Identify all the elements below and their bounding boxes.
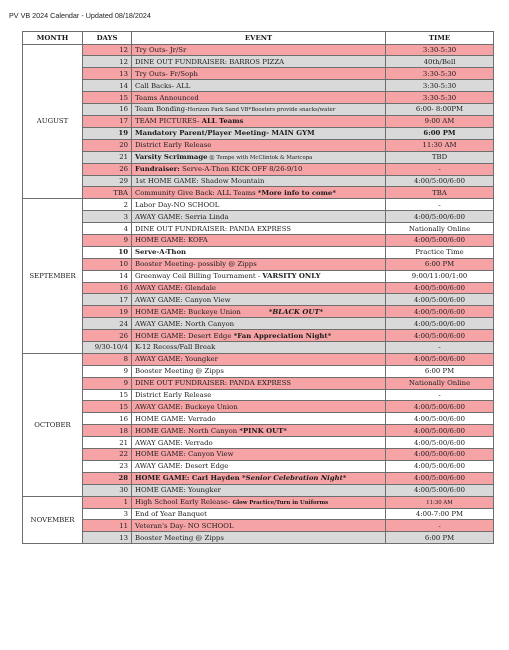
event-cell: Teams Announced	[132, 92, 386, 104]
table-row	[23, 532, 494, 544]
table-row	[23, 365, 494, 377]
event-cell	[132, 496, 386, 508]
event-cell: AWAY GAME: Verrado	[132, 437, 386, 449]
event-cell	[132, 330, 386, 342]
day-cell: 13	[83, 532, 132, 544]
table-row	[23, 437, 494, 449]
time-text: 11:30 AM	[426, 499, 453, 506]
table-row	[23, 520, 494, 532]
day-cell: 30	[83, 484, 132, 496]
event-emphasis: *BLACK OUT*	[268, 307, 324, 316]
header-time: TIME	[386, 32, 494, 45]
event-cell: End of Year Banquet	[132, 508, 386, 520]
table-row	[23, 223, 494, 235]
day-cell: 12	[83, 56, 132, 68]
time-cell: 40th/Bell	[386, 56, 494, 68]
day-cell: 19	[83, 306, 132, 318]
table-row	[23, 294, 494, 306]
table-row	[23, 270, 494, 282]
day-cell: 11	[83, 520, 132, 532]
table-row	[23, 163, 494, 175]
table-row	[23, 377, 494, 389]
table-row	[23, 318, 494, 330]
event-emphasis: VARSITY ONLY	[262, 272, 321, 281]
day-cell: 3	[83, 211, 132, 223]
table-row	[23, 115, 494, 127]
time-cell: 4:00/5:00/6:00	[386, 175, 494, 187]
event-cell	[132, 115, 386, 127]
day-cell: 15	[83, 92, 132, 104]
event-cell: Veteran's Day- NO SCHOOL	[132, 520, 386, 532]
day-cell: 22	[83, 449, 132, 461]
event-cell: HOME GAME: Canyon View	[132, 449, 386, 461]
event-emphasis: *More info to come*	[257, 188, 336, 197]
event-cell: District Early Release	[132, 389, 386, 401]
event-cell: AWAY GAME: Youngker	[132, 353, 386, 365]
table-row	[23, 103, 494, 115]
month-september: SEPTEMBER	[23, 199, 83, 354]
time-cell: 3:30-5:30	[386, 68, 494, 80]
time-cell: 4:00/5:00/6:00	[386, 401, 494, 413]
time-cell	[386, 496, 494, 508]
table-row	[23, 127, 494, 139]
event-cell: DINE OUT FUNDRAISER: PANDA EXPRESS	[132, 377, 386, 389]
table-row	[23, 413, 494, 425]
day-cell: 4	[83, 223, 132, 235]
day-cell: 9/30-10/4	[83, 341, 132, 353]
event-cell: HOME GAME: Youngker	[132, 484, 386, 496]
day-cell: 14	[83, 270, 132, 282]
time-cell: 4:00/5:00/6:00	[386, 449, 494, 461]
day-cell: 9	[83, 377, 132, 389]
event-cell: AWAY GAME: Glendale	[132, 282, 386, 294]
header-row	[23, 32, 494, 45]
time-cell: -	[386, 163, 494, 175]
table-row	[23, 484, 494, 496]
event-text: High School Early Release-	[135, 497, 233, 506]
table-row	[23, 187, 494, 199]
event-text: HOME GAME: Desert Edge	[135, 331, 234, 340]
day-cell: 21	[83, 437, 132, 449]
day-cell: 26	[83, 163, 132, 175]
time-cell: 4:00/5:00/6:00	[386, 437, 494, 449]
day-cell: TBA	[83, 187, 132, 199]
day-cell: 19	[83, 127, 132, 139]
day-cell: 8	[83, 353, 132, 365]
day-cell: 26	[83, 330, 132, 342]
day-cell: 1	[83, 496, 132, 508]
time-cell: 9:00 AM	[386, 115, 494, 127]
day-cell: 29	[83, 175, 132, 187]
day-cell: 10	[83, 258, 132, 270]
time-cell: 3:30-5:30	[386, 92, 494, 104]
event-cell: AWAY GAME: Canyon View	[132, 294, 386, 306]
time-cell: 9:00/11:00/1:00	[386, 270, 494, 282]
day-cell: 3	[83, 508, 132, 520]
table-row	[23, 425, 494, 437]
day-cell: 16	[83, 413, 132, 425]
event-cell: Try Outs- Fr/Soph	[132, 68, 386, 80]
event-cell: HOME GAME: KOFA	[132, 234, 386, 246]
table-row	[23, 508, 494, 520]
day-cell: 15	[83, 401, 132, 413]
time-cell: 4:00/5:00/6:00	[386, 413, 494, 425]
event-cell: Try Outs- Jr/Sr	[132, 44, 386, 56]
time-cell: 3:30-5:30	[386, 44, 494, 56]
table-row	[23, 353, 494, 365]
event-cell: AWAY GAME: Desert Edge	[132, 460, 386, 472]
time-cell: 6:00 PM	[386, 127, 494, 139]
document-title: PV VB 2024 Calendar - Updated 08/18/2024	[9, 11, 151, 20]
time-cell: TBD	[386, 151, 494, 163]
time-cell: -	[386, 341, 494, 353]
month-august: AUGUST	[23, 44, 83, 199]
month-october: OCTOBER	[23, 353, 83, 496]
table-row	[23, 496, 494, 508]
day-cell: 9	[83, 365, 132, 377]
event-cell: AWAY GAME: Buckeye Union	[132, 401, 386, 413]
time-cell: Practice Time	[386, 246, 494, 258]
table-row	[23, 389, 494, 401]
time-cell: 11:30 AM	[386, 139, 494, 151]
event-cell	[132, 187, 386, 199]
event-cell: Serve-A-Thon	[132, 246, 386, 258]
event-cell: Booster Meeting @ Zipps	[132, 532, 386, 544]
event-cell: AWAY GAME: Serria Linda	[132, 211, 386, 223]
time-cell: 4:00/5:00/6:00	[386, 294, 494, 306]
time-cell: 4:00/5:00/6:00	[386, 282, 494, 294]
table-row	[23, 56, 494, 68]
event-cell	[132, 163, 386, 175]
event-cell	[132, 425, 386, 437]
event-cell	[132, 306, 386, 318]
table-row	[23, 472, 494, 484]
event-cell: DINE OUT FUNDRAISER: PANDA EXPRESS	[132, 223, 386, 235]
header-days: DAYS	[83, 32, 132, 45]
day-cell: 16	[83, 103, 132, 115]
time-cell: -	[386, 389, 494, 401]
table-row	[23, 139, 494, 151]
day-cell: 23	[83, 460, 132, 472]
event-emphasis: Varsity Scrimmage	[135, 152, 208, 161]
day-cell: 2	[83, 199, 132, 211]
time-cell: TBA	[386, 187, 494, 199]
event-cell	[132, 151, 386, 163]
table-row	[23, 199, 494, 211]
event-cell: AWAY GAME: North Canyon	[132, 318, 386, 330]
event-cell: HOME GAME: Verrado	[132, 413, 386, 425]
event-emphasis: Fundraiser:	[135, 165, 180, 174]
table-row	[23, 282, 494, 294]
event-text: Serve-A-Thon KICK OFF 8/26-9/10	[179, 165, 303, 174]
event-cell	[132, 270, 386, 282]
event-cell: 1st HOME GAME: Shadow Mountain	[132, 175, 386, 187]
time-cell: 4:00/5:00/6:00	[386, 353, 494, 365]
event-cell: District Early Release	[132, 139, 386, 151]
time-cell: 4:00/5:00/6:00	[386, 484, 494, 496]
table-row	[23, 330, 494, 342]
event-note: @ Tempe with McClintok & Maricopa	[207, 154, 313, 161]
event-text: TEAM PICTURES-	[135, 117, 202, 126]
time-cell: 4:00-7:00 PM	[386, 508, 494, 520]
day-cell: 17	[83, 115, 132, 127]
day-cell: 10	[83, 246, 132, 258]
table-row	[23, 246, 494, 258]
day-cell: 28	[83, 472, 132, 484]
event-cell: Mandatory Parent/Player Meeting- MAIN GYM	[132, 127, 386, 139]
day-cell: 24	[83, 318, 132, 330]
event-emphasis: *PINK OUT*	[239, 426, 287, 435]
time-cell: 6:00 PM	[386, 532, 494, 544]
time-cell: 4:00/5:00/6:00	[386, 234, 494, 246]
time-cell: Nationally Online	[386, 377, 494, 389]
day-cell: 15	[83, 389, 132, 401]
table-row	[23, 92, 494, 104]
event-cell: Call Backs- ALL	[132, 80, 386, 92]
time-cell: 3:30-5:30	[386, 80, 494, 92]
time-cell: 4:00/5:00/6:00	[386, 306, 494, 318]
event-cell: Booster Meeting- possibly @ Zipps	[132, 258, 386, 270]
event-text: Greenway Ceil Billing Tournament -	[135, 272, 263, 281]
table-row	[23, 151, 494, 163]
table-row	[23, 44, 494, 56]
event-cell: Labor Day-NO SCHOOL	[132, 199, 386, 211]
time-cell: 4:00/5:00/6:00	[386, 472, 494, 484]
time-cell: 6:00 PM	[386, 365, 494, 377]
event-emphasis: *Senior Celebration Night*	[242, 474, 347, 483]
month-november: NOVEMBER	[23, 496, 83, 544]
day-cell: 20	[83, 139, 132, 151]
time-cell: 4:00/5:00/6:00	[386, 211, 494, 223]
time-cell: 6:00- 8:00PM	[386, 103, 494, 115]
time-cell: 6:00 PM	[386, 258, 494, 270]
event-cell	[132, 472, 386, 484]
event-emphasis: ALL Teams	[201, 117, 244, 126]
table-row	[23, 460, 494, 472]
day-cell: 13	[83, 68, 132, 80]
time-cell: -	[386, 199, 494, 211]
time-cell: -	[386, 520, 494, 532]
table-row	[23, 449, 494, 461]
day-cell: 9	[83, 234, 132, 246]
event-cell: DINE OUT FUNDRAISER: BARROS PIZZA	[132, 56, 386, 68]
event-cell	[132, 103, 386, 115]
table-row	[23, 80, 494, 92]
event-emphasis: *Fan Appreciation Night*	[233, 331, 332, 340]
table-row	[23, 234, 494, 246]
table-row	[23, 341, 494, 353]
event-note: Horizon Park Sand VB*Boosters provide snacks/water	[187, 106, 336, 113]
event-text: Community Give Back: ALL Teams	[135, 188, 258, 197]
event-note: Glow Practice/Turn in Uniforms	[232, 499, 329, 506]
day-cell: 16	[83, 282, 132, 294]
table-row	[23, 175, 494, 187]
time-cell: 4:00/5:00/6:00	[386, 425, 494, 437]
day-cell: 17	[83, 294, 132, 306]
table-row	[23, 258, 494, 270]
event-emphasis: HOME GAME: Carl Hayden	[135, 474, 243, 483]
time-cell: 4:00/5:00/6:00	[386, 460, 494, 472]
day-cell: 18	[83, 425, 132, 437]
time-cell: 4:00/5:00/6:00	[386, 318, 494, 330]
event-text: Team Bonding-	[135, 104, 188, 113]
day-cell: 21	[83, 151, 132, 163]
time-cell: Nationally Online	[386, 223, 494, 235]
event-text: HOME GAME: Buckeye Union	[135, 307, 241, 316]
day-cell: 14	[83, 80, 132, 92]
table-row	[23, 306, 494, 318]
event-cell: Booster Meeting @ Zipps	[132, 365, 386, 377]
table-row	[23, 211, 494, 223]
time-cell: 4:00/5:00/6:00	[386, 330, 494, 342]
event-text: HOME GAME: North Canyon	[135, 426, 240, 435]
header-event: EVENT	[132, 32, 386, 45]
header-month: MONTH	[23, 32, 83, 45]
calendar-table	[22, 31, 494, 544]
table-row	[23, 68, 494, 80]
day-cell: 12	[83, 44, 132, 56]
table-row	[23, 401, 494, 413]
event-cell: K-12 Recess/Fall Break	[132, 341, 386, 353]
